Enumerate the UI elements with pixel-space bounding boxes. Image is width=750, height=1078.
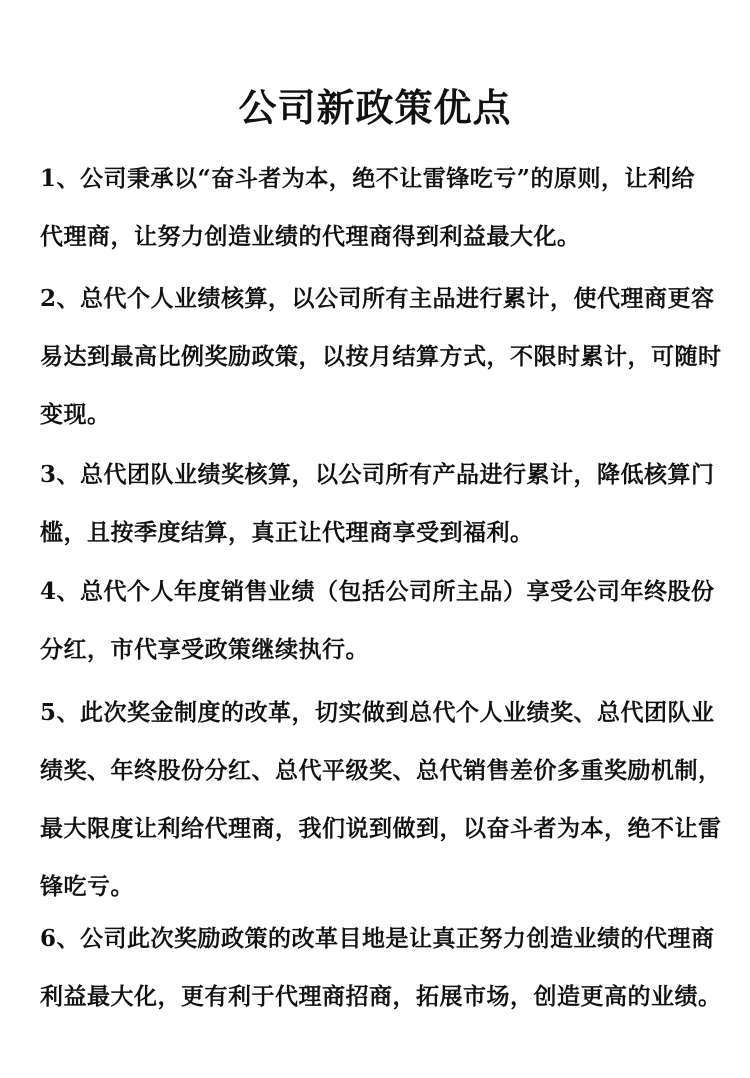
paragraph-4 [40,563,720,679]
paragraph-3 [40,446,720,562]
paragraph-line: 绩奖、年终股份分红、总代平级奖、总代销售差价多重奖励机制， [40,757,722,784]
paragraph-line: 易达到最高比例奖励政策，以按月结算方式，不限时累计，可随时 [40,343,722,370]
paragraph-line: 3、总代团队业绩奖核算，以公司所有产品进行累计，降低核算门 [40,461,715,488]
paragraph-line: 代理商，让努力创造业绩的代理商得到利益最大化。 [40,223,581,250]
paragraph-1 [40,150,720,266]
paragraph-line: 变现。 [40,401,111,428]
paragraph-line: 槛，且按季度结算，真正让代理商享受到福利。 [40,519,534,546]
paragraph-6 [40,910,720,1026]
paragraph-line: 5、此次奖金制度的改革，切实做到总代个人业绩奖、总代团队业 [40,699,715,726]
paragraph-line: 6、公司此次奖励政策的改革目地是让真正努力创造业绩的代理商 [40,925,715,952]
paragraph-line: 最大限度让利给代理商，我们说到做到，以奋斗者为本，绝不让雷 [40,815,722,842]
paragraph-line: 2、总代个人业绩核算，以公司所有主品进行累计，使代理商更容 [40,285,715,312]
paragraph-line: 利益最大化，更有利于代理商招商，拓展市场，创造更高的业绩。 [40,983,722,1010]
paragraph-line: 1、公司秉承以“奋斗者为本，绝不让雷锋吃亏”的原则，让利给 [40,165,695,192]
paragraph-line: 4、总代个人年度销售业绩（包括公司所主品）享受公司年终股份 [40,578,715,605]
paragraph-5 [40,684,720,916]
paragraph-2 [40,270,720,444]
paragraph-line: 锋吃亏。 [40,873,134,900]
page-title: 公司新政策优点 [238,85,512,130]
paragraph-line: 分红，市代享受政策继续执行。 [40,636,369,663]
